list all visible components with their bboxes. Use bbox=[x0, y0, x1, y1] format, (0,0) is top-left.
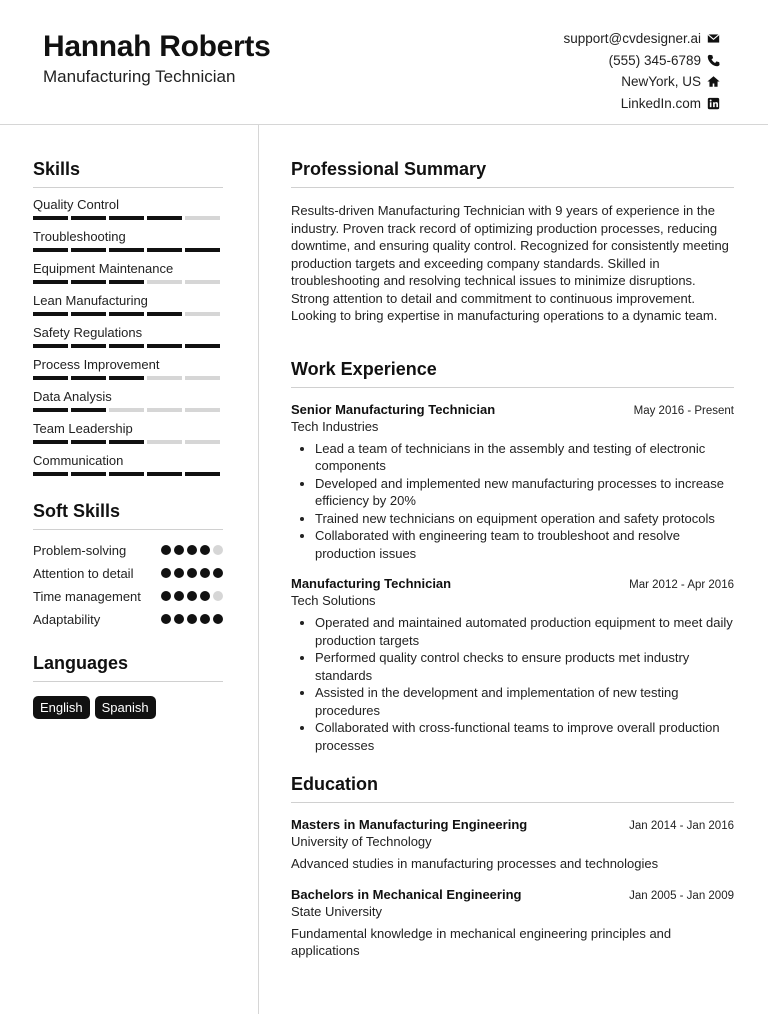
skill-level-segment bbox=[33, 312, 68, 316]
education-list bbox=[291, 817, 734, 960]
rating-dot bbox=[187, 568, 197, 578]
contact-email[interactable] bbox=[563, 28, 720, 50]
contact-location bbox=[563, 71, 720, 93]
language-badge: Spanish bbox=[95, 696, 156, 719]
skill-item bbox=[33, 197, 223, 220]
summary-section bbox=[291, 159, 734, 325]
soft-skill-rating bbox=[161, 542, 223, 555]
skill-name: Team Leadership bbox=[33, 421, 133, 436]
rating-dot bbox=[213, 568, 223, 578]
contact-location-text: NewYork, US bbox=[621, 74, 701, 90]
skill-level-segment bbox=[71, 440, 106, 444]
education-description: Fundamental knowledge in mechanical engineering principles and applications bbox=[291, 925, 672, 958]
soft-skill-item bbox=[33, 588, 223, 605]
skill-level-segment bbox=[185, 280, 220, 284]
job-entry bbox=[291, 402, 734, 563]
skill-level-segment bbox=[109, 280, 144, 284]
contact-phone[interactable] bbox=[563, 50, 720, 72]
languages-section bbox=[33, 653, 223, 719]
rating-dot bbox=[187, 614, 197, 624]
skill-level-segment bbox=[109, 440, 144, 444]
skill-level-segment bbox=[109, 312, 144, 316]
skill-level-segment bbox=[71, 408, 106, 412]
soft-skills-title: Soft Skills bbox=[33, 501, 223, 530]
skill-level-segment bbox=[33, 216, 68, 220]
skill-level-segment bbox=[109, 216, 144, 220]
education-description: Advanced studies in manufacturing processes and technologies bbox=[291, 856, 659, 871]
skill-level-segment bbox=[147, 472, 182, 476]
candidate-title: Manufacturing Technician bbox=[43, 67, 236, 86]
summary-text: Results-driven Manufacturing Technician with 9 years of experience in the industry. Proven track record of optimizing production processes, reducing downtime, and ensuring quality control. Recognized for consistently meeting production targets and exceeding company standards. Skilled in troubleshooting and resolving technical issues to minimize disruptions. Strong attention to detail and commitment to continuous improvement. Looking to bring expertise in manufacturing operations to a dynamic team. bbox=[291, 203, 729, 323]
skill-level-segment bbox=[185, 312, 220, 316]
job-bullet: • Developed and implemented new manufacturing processes to increase efficiency by 20% bbox=[315, 475, 734, 510]
education-header bbox=[291, 817, 734, 832]
job-bullet: • Lead a team of technicians in the assembly and testing of electronic components bbox=[315, 440, 734, 475]
skills-section bbox=[33, 159, 223, 476]
skill-level-segment bbox=[147, 216, 182, 220]
soft-skill-item bbox=[33, 611, 223, 628]
skill-level-segment bbox=[185, 248, 220, 252]
skill-item bbox=[33, 325, 223, 348]
rating-dot bbox=[213, 545, 223, 555]
skill-level-segment bbox=[33, 344, 68, 348]
resume-header bbox=[0, 0, 768, 125]
skill-name: Equipment Maintenance bbox=[33, 261, 174, 276]
soft-skills-list bbox=[33, 530, 223, 628]
skill-level-segment bbox=[185, 216, 220, 220]
skill-level-segment bbox=[147, 408, 182, 412]
skill-level-segment bbox=[185, 344, 220, 348]
skills-list bbox=[33, 197, 223, 476]
skill-name: Quality Control bbox=[33, 197, 119, 212]
rating-dot bbox=[161, 568, 171, 578]
skill-level-segment bbox=[33, 440, 68, 444]
contact-linkedin[interactable] bbox=[563, 93, 720, 115]
skill-name: Process Improvement bbox=[33, 357, 160, 372]
job-bullet: • Trained new technicians on equipment operation and safety protocols bbox=[315, 510, 734, 528]
skill-item bbox=[33, 261, 223, 284]
education-entry bbox=[291, 887, 734, 960]
rating-dot bbox=[200, 614, 210, 624]
languages-title: Languages bbox=[33, 653, 223, 682]
rating-dot bbox=[187, 545, 197, 555]
experience-title: Work Experience bbox=[291, 359, 734, 388]
column-divider bbox=[258, 125, 259, 1014]
right-column bbox=[291, 125, 734, 960]
skill-level-bar bbox=[33, 312, 223, 316]
job-bullet: • Performed quality control checks to ensure products met industry standards bbox=[315, 649, 734, 684]
contact-phone-text: (555) 345-6789 bbox=[608, 52, 701, 68]
left-column bbox=[33, 125, 223, 719]
education-entry bbox=[291, 817, 734, 873]
education-header bbox=[291, 887, 734, 902]
contact-email-text: support@cvdesigner.ai bbox=[563, 31, 701, 47]
skill-level-segment bbox=[185, 472, 220, 476]
education-degree: Bachelors in Mechanical Engineering bbox=[291, 886, 522, 902]
linkedin-icon bbox=[707, 97, 720, 110]
job-bullet: • Assisted in the development and implementation of new testing procedures bbox=[315, 684, 734, 719]
skill-name: Lean Manufacturing bbox=[33, 293, 148, 308]
education-school: University of Technology bbox=[291, 834, 432, 849]
home-icon bbox=[707, 75, 720, 88]
skill-level-segment bbox=[147, 280, 182, 284]
summary-title: Professional Summary bbox=[291, 159, 734, 188]
job-bullet: • Collaborated with engineering team to troubleshoot and resolve production issues bbox=[315, 527, 734, 562]
skill-level-segment bbox=[71, 376, 106, 380]
job-dates: May 2016 - Present bbox=[633, 404, 734, 417]
skill-level-bar bbox=[33, 280, 223, 284]
rating-dot bbox=[174, 591, 184, 601]
skill-level-segment bbox=[109, 408, 144, 412]
soft-skill-name: Problem-solving bbox=[33, 543, 127, 558]
skill-level-bar bbox=[33, 472, 223, 476]
skill-level-segment bbox=[147, 440, 182, 444]
experience-section bbox=[291, 359, 734, 755]
job-role: Manufacturing Technician bbox=[291, 576, 452, 591]
rating-dot bbox=[161, 545, 171, 555]
skill-level-bar bbox=[33, 344, 223, 348]
contact-linkedin-text: LinkedIn.com bbox=[620, 95, 701, 111]
rating-dot bbox=[174, 614, 184, 624]
skill-level-segment bbox=[147, 376, 182, 380]
skill-level-segment bbox=[71, 280, 106, 284]
rating-dot bbox=[161, 614, 171, 624]
job-company: Tech Solutions bbox=[291, 593, 376, 608]
skill-level-bar bbox=[33, 408, 223, 412]
skill-level-segment bbox=[33, 248, 68, 252]
skill-name: Data Analysis bbox=[33, 389, 112, 404]
phone-icon bbox=[707, 54, 720, 67]
job-company: Tech Industries bbox=[291, 418, 379, 434]
skill-item bbox=[33, 389, 223, 412]
skill-level-segment bbox=[33, 408, 68, 412]
rating-dot bbox=[200, 591, 210, 601]
skill-level-segment bbox=[185, 376, 220, 380]
job-role: Senior Manufacturing Technician bbox=[291, 401, 496, 417]
rating-dot bbox=[213, 614, 223, 624]
job-header bbox=[291, 402, 734, 417]
rating-dot bbox=[161, 591, 171, 601]
skill-level-segment bbox=[109, 344, 144, 348]
education-school: State University bbox=[291, 903, 383, 919]
skill-name: Communication bbox=[33, 453, 124, 468]
skill-level-segment bbox=[33, 280, 68, 284]
job-bullet: • Operated and maintained automated production equipment to meet daily production targets bbox=[315, 614, 734, 649]
job-entry bbox=[291, 576, 734, 754]
skill-item bbox=[33, 421, 223, 444]
rating-dot bbox=[200, 568, 210, 578]
jobs-list bbox=[291, 402, 734, 755]
skill-level-segment bbox=[185, 408, 220, 412]
skill-level-segment bbox=[185, 440, 220, 444]
soft-skill-name: Time management bbox=[33, 589, 141, 604]
soft-skill-rating bbox=[161, 588, 223, 601]
skill-level-segment bbox=[71, 216, 106, 220]
skill-level-segment bbox=[33, 376, 68, 380]
skill-item bbox=[33, 453, 223, 476]
job-dates: Mar 2012 - Apr 2016 bbox=[629, 579, 734, 591]
skill-level-segment bbox=[109, 472, 144, 476]
rating-dot bbox=[187, 591, 197, 601]
soft-skill-name: Attention to detail bbox=[33, 566, 134, 581]
skill-item bbox=[33, 357, 223, 380]
soft-skill-item bbox=[33, 565, 223, 582]
education-dates: Jan 2014 - Jan 2016 bbox=[629, 820, 734, 832]
skill-level-segment bbox=[147, 312, 182, 316]
envelope-icon bbox=[707, 32, 720, 45]
skill-level-segment bbox=[109, 376, 144, 380]
skill-name: Safety Regulations bbox=[33, 325, 143, 340]
education-title: Education bbox=[291, 774, 734, 803]
skill-item bbox=[33, 293, 223, 316]
soft-skill-rating bbox=[161, 611, 223, 624]
skill-level-bar bbox=[33, 248, 223, 252]
skill-level-bar bbox=[33, 376, 223, 380]
skill-level-segment bbox=[71, 248, 106, 252]
rating-dot bbox=[200, 545, 210, 555]
soft-skill-name: Adaptability bbox=[33, 612, 101, 627]
skill-level-segment bbox=[71, 472, 106, 476]
education-dates: Jan 2005 - Jan 2009 bbox=[629, 889, 734, 902]
candidate-name: Hannah Roberts bbox=[43, 30, 271, 63]
soft-skills-section bbox=[33, 501, 223, 628]
education-section bbox=[291, 774, 734, 960]
skill-level-segment bbox=[147, 344, 182, 348]
rating-dot bbox=[174, 545, 184, 555]
language-badge: English bbox=[33, 696, 90, 719]
soft-skill-item bbox=[33, 542, 223, 559]
contact-list bbox=[563, 28, 720, 114]
skill-level-bar bbox=[33, 440, 223, 444]
skill-name: Troubleshooting bbox=[33, 229, 126, 244]
job-bullet: • Collaborated with cross-functional teams to improve overall production processes bbox=[315, 719, 734, 754]
job-bullets bbox=[291, 440, 734, 563]
job-header bbox=[291, 576, 734, 591]
skill-level-bar bbox=[33, 216, 223, 220]
skill-level-segment bbox=[71, 344, 106, 348]
skill-level-segment bbox=[109, 248, 144, 252]
skill-item bbox=[33, 229, 223, 252]
job-bullets bbox=[291, 614, 734, 754]
skill-level-segment bbox=[71, 312, 106, 316]
soft-skill-rating bbox=[161, 565, 223, 578]
skill-level-segment bbox=[33, 472, 68, 476]
rating-dot bbox=[174, 568, 184, 578]
languages-list bbox=[33, 696, 223, 719]
skill-level-segment bbox=[147, 248, 182, 252]
skills-title: Skills bbox=[33, 159, 223, 188]
education-degree: Masters in Manufacturing Engineering bbox=[291, 817, 528, 832]
rating-dot bbox=[213, 591, 223, 601]
